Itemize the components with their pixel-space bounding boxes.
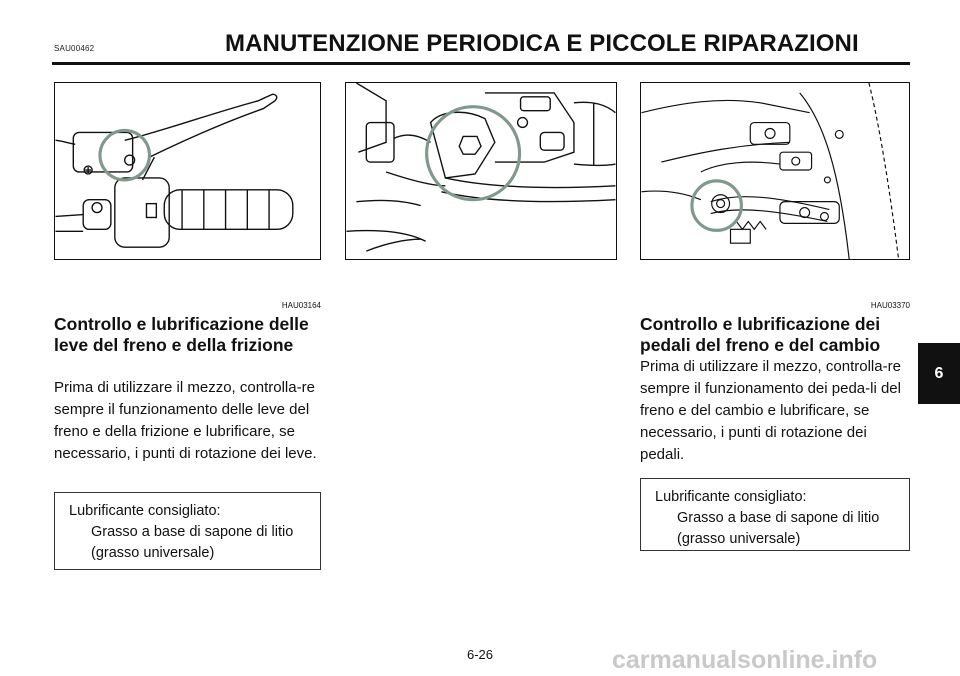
page-title: MANUTENZIONE PERIODICA E PICCOLE RIPARAZIONI	[225, 30, 859, 57]
section-body-text: Prima di utilizzare il mezzo, controlla-re sempre il funzionamento dei peda-li del freno e del cambio e lubrificare, se necessario, i punti di rotazione dei pedali.	[640, 358, 901, 463]
lubricant-type: Grasso a base di sapone di litio	[677, 510, 880, 526]
lubricant-box	[640, 478, 910, 551]
brake-pedal-illustration	[640, 82, 910, 260]
section-reference-code: HAU03370	[870, 301, 910, 310]
clutch-lever-illustration	[54, 82, 321, 260]
chapter-tab: 6	[918, 343, 960, 404]
section-body-text: Prima di utilizzare il mezzo, controlla-re sempre il funzionamento delle leve del freno e della frizione e lubrificare, se necessario, i punti di rotazione dei leve.	[54, 379, 317, 462]
section-heading: Controllo e lubrificazione dei pedali del freno e del cambio	[640, 314, 881, 355]
lubricant-note: (grasso universale)	[91, 545, 215, 561]
brake-lever-illustration	[345, 82, 617, 260]
lubricant-label: Lubrificante consigliato:	[655, 489, 807, 505]
lubricant-label: Lubrificante consigliato:	[69, 503, 221, 519]
lubricant-type: Grasso a base di sapone di litio	[91, 524, 294, 540]
lubricant-box	[54, 492, 321, 570]
lubricant-note: (grasso universale)	[677, 531, 801, 547]
section-reference-code: SAU00462	[54, 44, 95, 53]
section-heading: Controllo e lubrificazione delle leve del freno e della frizione	[54, 314, 309, 355]
highlight-circle	[427, 107, 520, 200]
watermark: carmanualsonline.info	[612, 646, 878, 674]
section-reference-code: HAU03164	[281, 301, 321, 310]
page-number: 6-26	[466, 647, 494, 662]
header-divider	[52, 62, 910, 65]
